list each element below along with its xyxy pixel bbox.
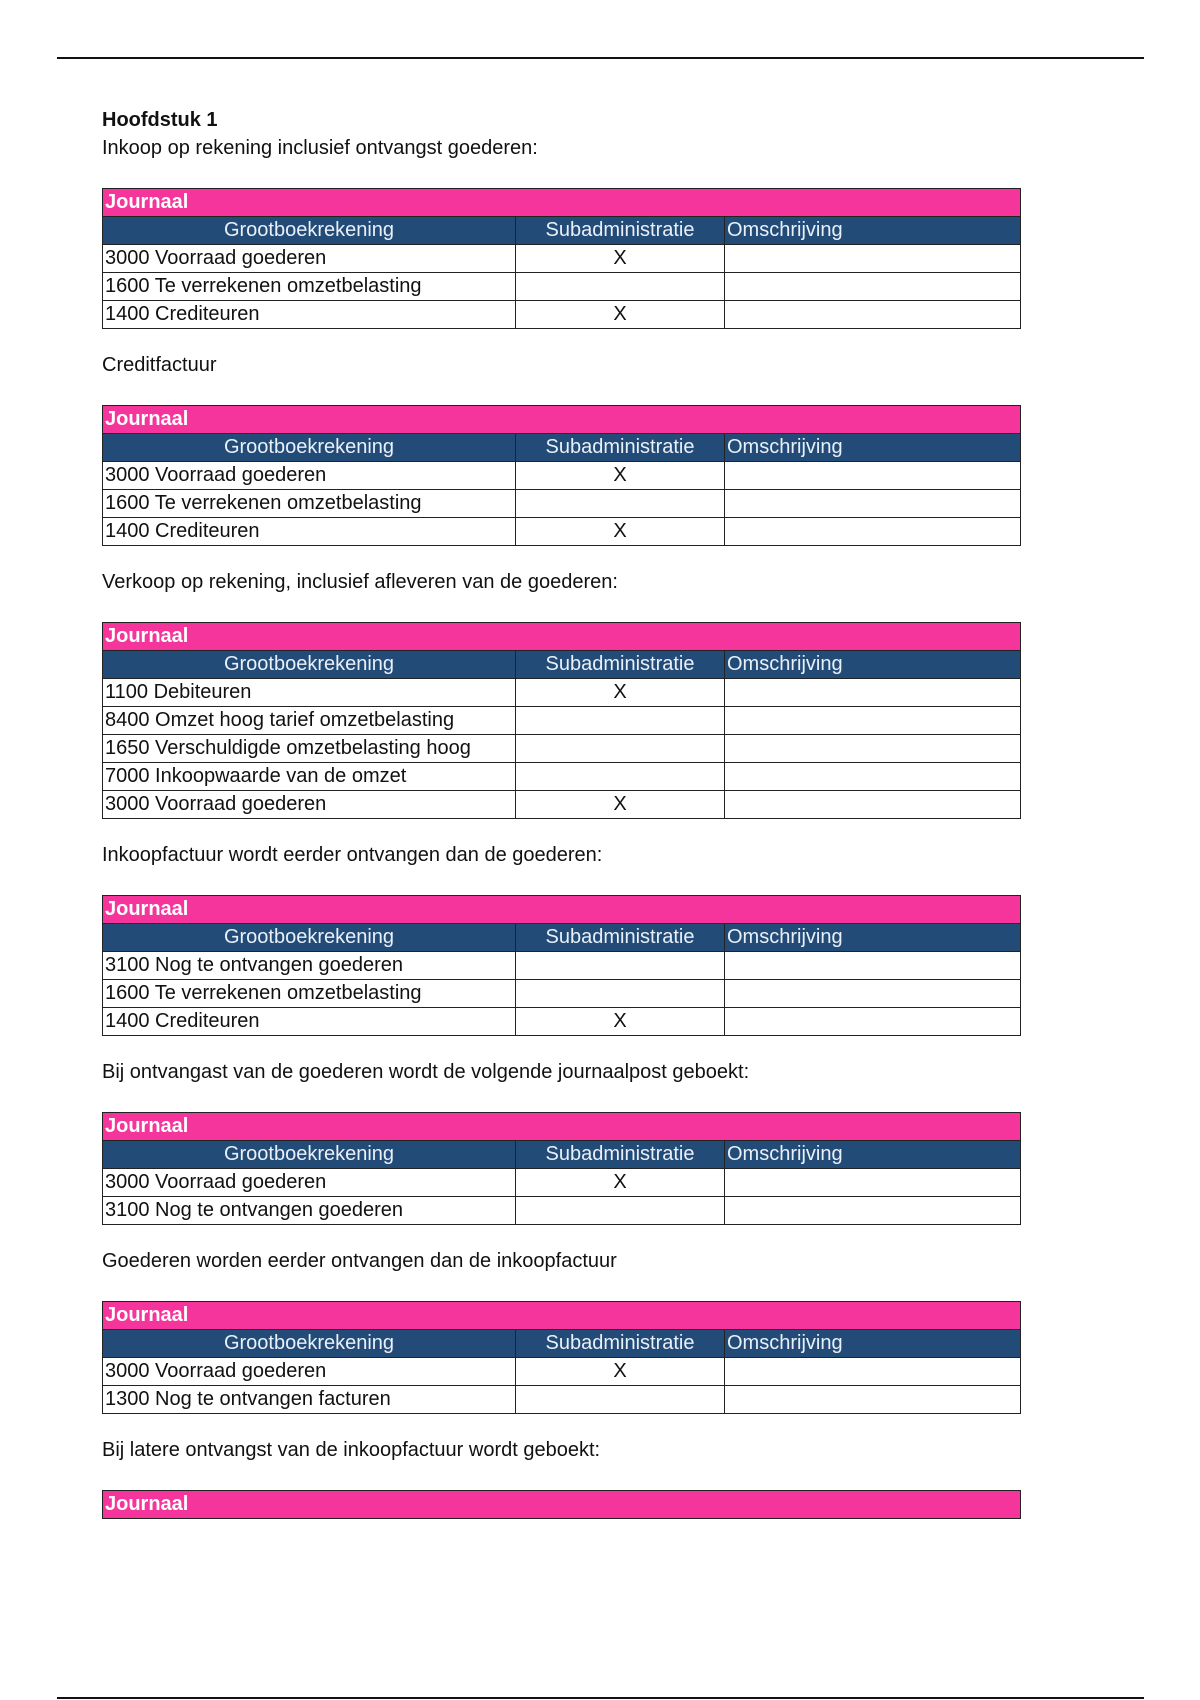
subadmin-cell: X xyxy=(516,1169,725,1197)
section-caption: Verkoop op rekening, inclusief afleveren van de goederen: xyxy=(102,571,618,593)
description-cell xyxy=(725,980,1021,1008)
description-cell xyxy=(725,791,1021,819)
column-header: Subadministratie xyxy=(516,217,725,245)
account-cell: 1400 Crediteuren xyxy=(103,301,516,329)
column-header-row xyxy=(103,651,1021,679)
description-cell xyxy=(725,679,1021,707)
account-cell: 1600 Te verrekenen omzetbelasting xyxy=(103,273,516,301)
top-rule xyxy=(57,57,1144,59)
table-row xyxy=(103,1008,1021,1036)
journal-table xyxy=(102,622,1021,819)
account-cell: 3000 Voorraad goederen xyxy=(103,1358,516,1386)
description-cell xyxy=(725,518,1021,546)
column-header: Subadministratie xyxy=(516,434,725,462)
journal-table xyxy=(102,1112,1021,1225)
description-cell xyxy=(725,245,1021,273)
account-cell: 1100 Debiteuren xyxy=(103,679,516,707)
journal-title: Journaal xyxy=(103,189,1021,217)
table-row xyxy=(103,1358,1021,1386)
section-caption: Inkoopfactuur wordt eerder ontvangen dan de goederen: xyxy=(102,844,603,866)
table-row xyxy=(103,462,1021,490)
column-header-row xyxy=(103,924,1021,952)
account-cell: 1650 Verschuldigde omzetbelasting hoog xyxy=(103,735,516,763)
description-cell xyxy=(725,1169,1021,1197)
table-row xyxy=(103,707,1021,735)
column-header-row xyxy=(103,434,1021,462)
table-row xyxy=(103,763,1021,791)
column-header-row xyxy=(103,1330,1021,1358)
description-cell xyxy=(725,1197,1021,1225)
column-header: Grootboekrekening xyxy=(103,1330,516,1358)
table-row xyxy=(103,1197,1021,1225)
column-header-row xyxy=(103,217,1021,245)
subadmin-cell xyxy=(516,1197,725,1225)
chapter-heading: Hoofdstuk 1 xyxy=(102,109,218,131)
journal-title: Journaal xyxy=(103,623,1021,651)
intro-text: Inkoop op rekening inclusief ontvangst goederen: xyxy=(102,137,538,159)
column-header: Grootboekrekening xyxy=(103,434,516,462)
subadmin-cell xyxy=(516,952,725,980)
section-caption: Bij latere ontvangst van de inkoopfactuur wordt geboekt: xyxy=(102,1439,601,1461)
document-content xyxy=(102,108,1022,1519)
journal-title: Journaal xyxy=(103,1491,1021,1519)
description-cell xyxy=(725,1386,1021,1414)
table-row xyxy=(103,273,1021,301)
table-row xyxy=(103,791,1021,819)
account-cell: 3000 Voorraad goederen xyxy=(103,1169,516,1197)
account-cell: 1600 Te verrekenen omzetbelasting xyxy=(103,980,516,1008)
subadmin-cell: X xyxy=(516,1358,725,1386)
subadmin-cell xyxy=(516,980,725,1008)
column-header: Omschrijving xyxy=(725,217,1021,245)
column-header: Subadministratie xyxy=(516,1141,725,1169)
description-cell xyxy=(725,301,1021,329)
subadmin-cell: X xyxy=(516,245,725,273)
description-cell xyxy=(725,707,1021,735)
subadmin-cell: X xyxy=(516,1008,725,1036)
journal-sections xyxy=(102,188,1022,1519)
account-cell: 1300 Nog te ontvangen facturen xyxy=(103,1386,516,1414)
subadmin-cell xyxy=(516,490,725,518)
table-row xyxy=(103,490,1021,518)
table-row xyxy=(103,1386,1021,1414)
description-cell xyxy=(725,490,1021,518)
account-cell: 1400 Crediteuren xyxy=(103,1008,516,1036)
subadmin-cell xyxy=(516,735,725,763)
account-cell: 1600 Te verrekenen omzetbelasting xyxy=(103,490,516,518)
journal-table xyxy=(102,895,1021,1036)
subadmin-cell: X xyxy=(516,791,725,819)
journal-table xyxy=(102,1490,1021,1519)
description-cell xyxy=(725,1358,1021,1386)
column-header: Grootboekrekening xyxy=(103,217,516,245)
column-header-row xyxy=(103,1141,1021,1169)
section-caption: Goederen worden eerder ontvangen dan de inkoopfactuur xyxy=(102,1250,617,1272)
table-row xyxy=(103,245,1021,273)
subadmin-cell: X xyxy=(516,462,725,490)
table-row xyxy=(103,679,1021,707)
column-header: Grootboekrekening xyxy=(103,651,516,679)
subadmin-cell: X xyxy=(516,301,725,329)
account-cell: 3000 Voorraad goederen xyxy=(103,245,516,273)
journal-table xyxy=(102,188,1021,329)
account-cell: 1400 Crediteuren xyxy=(103,518,516,546)
description-cell xyxy=(725,1008,1021,1036)
table-row xyxy=(103,1169,1021,1197)
account-cell: 3100 Nog te ontvangen goederen xyxy=(103,952,516,980)
account-cell: 8400 Omzet hoog tarief omzetbelasting xyxy=(103,707,516,735)
table-row xyxy=(103,301,1021,329)
column-header: Subadministratie xyxy=(516,651,725,679)
column-header: Subadministratie xyxy=(516,924,725,952)
journal-table xyxy=(102,1301,1021,1414)
column-header: Omschrijving xyxy=(725,1330,1021,1358)
account-cell: 3000 Voorraad goederen xyxy=(103,462,516,490)
description-cell xyxy=(725,952,1021,980)
column-header: Omschrijving xyxy=(725,434,1021,462)
journal-title: Journaal xyxy=(103,406,1021,434)
table-row xyxy=(103,952,1021,980)
journal-table xyxy=(102,405,1021,546)
column-header: Omschrijving xyxy=(725,1141,1021,1169)
journal-title: Journaal xyxy=(103,896,1021,924)
column-header: Omschrijving xyxy=(725,924,1021,952)
subadmin-cell: X xyxy=(516,679,725,707)
subadmin-cell xyxy=(516,707,725,735)
table-row xyxy=(103,518,1021,546)
description-cell xyxy=(725,273,1021,301)
section-caption: Creditfactuur xyxy=(102,354,217,376)
column-header: Subadministratie xyxy=(516,1330,725,1358)
description-cell xyxy=(725,763,1021,791)
column-header: Grootboekrekening xyxy=(103,924,516,952)
description-cell xyxy=(725,735,1021,763)
table-row xyxy=(103,980,1021,1008)
section-caption: Bij ontvangast van de goederen wordt de volgende journaalpost geboekt: xyxy=(102,1061,750,1083)
account-cell: 3000 Voorraad goederen xyxy=(103,791,516,819)
subadmin-cell xyxy=(516,763,725,791)
column-header: Omschrijving xyxy=(725,651,1021,679)
journal-title: Journaal xyxy=(103,1113,1021,1141)
journal-title: Journaal xyxy=(103,1302,1021,1330)
subadmin-cell xyxy=(516,1386,725,1414)
account-cell: 7000 Inkoopwaarde van de omzet xyxy=(103,763,516,791)
subadmin-cell: X xyxy=(516,518,725,546)
bottom-rule xyxy=(57,1697,1144,1699)
account-cell: 3100 Nog te ontvangen goederen xyxy=(103,1197,516,1225)
column-header: Grootboekrekening xyxy=(103,1141,516,1169)
description-cell xyxy=(725,462,1021,490)
table-row xyxy=(103,735,1021,763)
subadmin-cell xyxy=(516,273,725,301)
